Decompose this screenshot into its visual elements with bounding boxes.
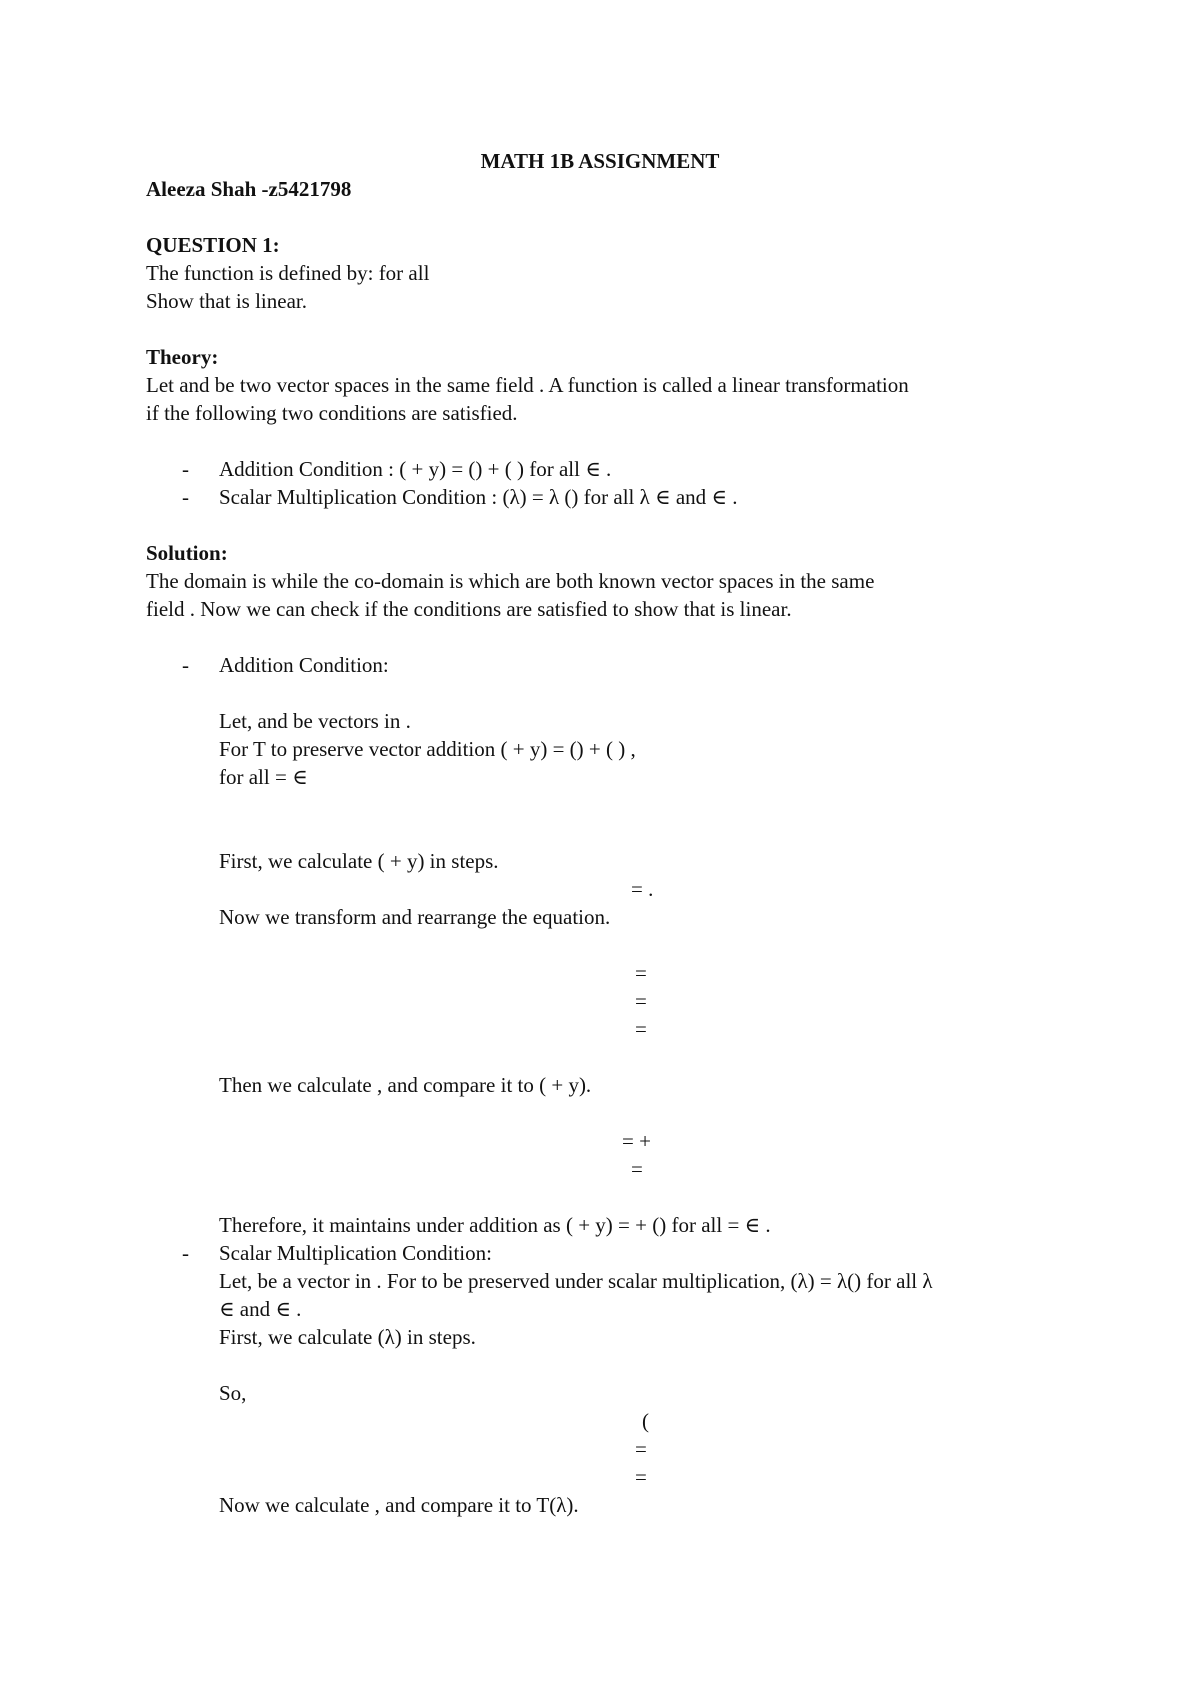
- addition-line: For T to preserve vector addition ( + y) = () + ( ) ,: [219, 737, 636, 761]
- solution-line: field . Now we can check if the conditions are satisfied to show that is linear.: [146, 597, 792, 621]
- equation-line: =: [635, 1017, 647, 1041]
- solution-heading: Solution:: [146, 541, 228, 565]
- equation-line: =: [635, 1437, 647, 1461]
- question-line: Show that is linear.: [146, 289, 307, 313]
- theory-bullet: Scalar Multiplication Condition : (λ) = λ () for all λ ∈ and ∈ .: [219, 485, 738, 509]
- equation-line: = .: [631, 877, 654, 901]
- bullet-dash: -: [182, 485, 189, 509]
- bullet-dash: -: [182, 653, 189, 677]
- equation-line: (: [642, 1409, 649, 1433]
- question-heading: QUESTION 1:: [146, 233, 280, 257]
- bullet-dash: -: [182, 1241, 189, 1265]
- equation-line: = +: [622, 1129, 651, 1153]
- addition-conclusion: Therefore, it maintains under addition as ( + y) = + () for all = ∈ .: [219, 1213, 771, 1237]
- scalar-heading: Scalar Multiplication Condition:: [219, 1241, 492, 1265]
- question-line: The function is defined by: for all: [146, 261, 430, 285]
- author-line: Aleeza Shah -z5421798: [146, 177, 352, 201]
- addition-step: First, we calculate ( + y) in steps.: [219, 849, 499, 873]
- equation-line: =: [635, 961, 647, 985]
- equation-line: =: [635, 989, 647, 1013]
- scalar-step: Now we calculate , and compare it to T(λ).: [219, 1493, 579, 1517]
- addition-line: Let, and be vectors in .: [219, 709, 411, 733]
- scalar-line: ∈ and ∈ .: [219, 1297, 302, 1321]
- document-title: MATH 1B ASSIGNMENT: [480, 149, 720, 173]
- scalar-line: Let, be a vector in . For to be preserved under scalar multiplication, (λ) = λ() for all λ: [219, 1269, 933, 1293]
- scalar-so: So,: [219, 1381, 247, 1405]
- theory-line: Let and be two vector spaces in the same field . A function is called a linear transformation: [146, 373, 909, 397]
- solution-line: The domain is while the co-domain is which are both known vector spaces in the same: [146, 569, 875, 593]
- scalar-step: First, we calculate (λ) in steps.: [219, 1325, 476, 1349]
- theory-line: if the following two conditions are satisfied.: [146, 401, 518, 425]
- theory-heading: Theory:: [146, 345, 219, 369]
- addition-line: for all = ∈: [219, 765, 308, 789]
- addition-step: Then we calculate , and compare it to ( + y).: [219, 1073, 592, 1097]
- theory-bullet: Addition Condition : ( + y) = () + ( ) for all ∈ .: [219, 457, 612, 481]
- equation-line: =: [631, 1157, 643, 1181]
- addition-heading: Addition Condition:: [219, 653, 389, 677]
- addition-step: Now we transform and rearrange the equation.: [219, 905, 611, 929]
- equation-line: =: [635, 1465, 647, 1489]
- bullet-dash: -: [182, 457, 189, 481]
